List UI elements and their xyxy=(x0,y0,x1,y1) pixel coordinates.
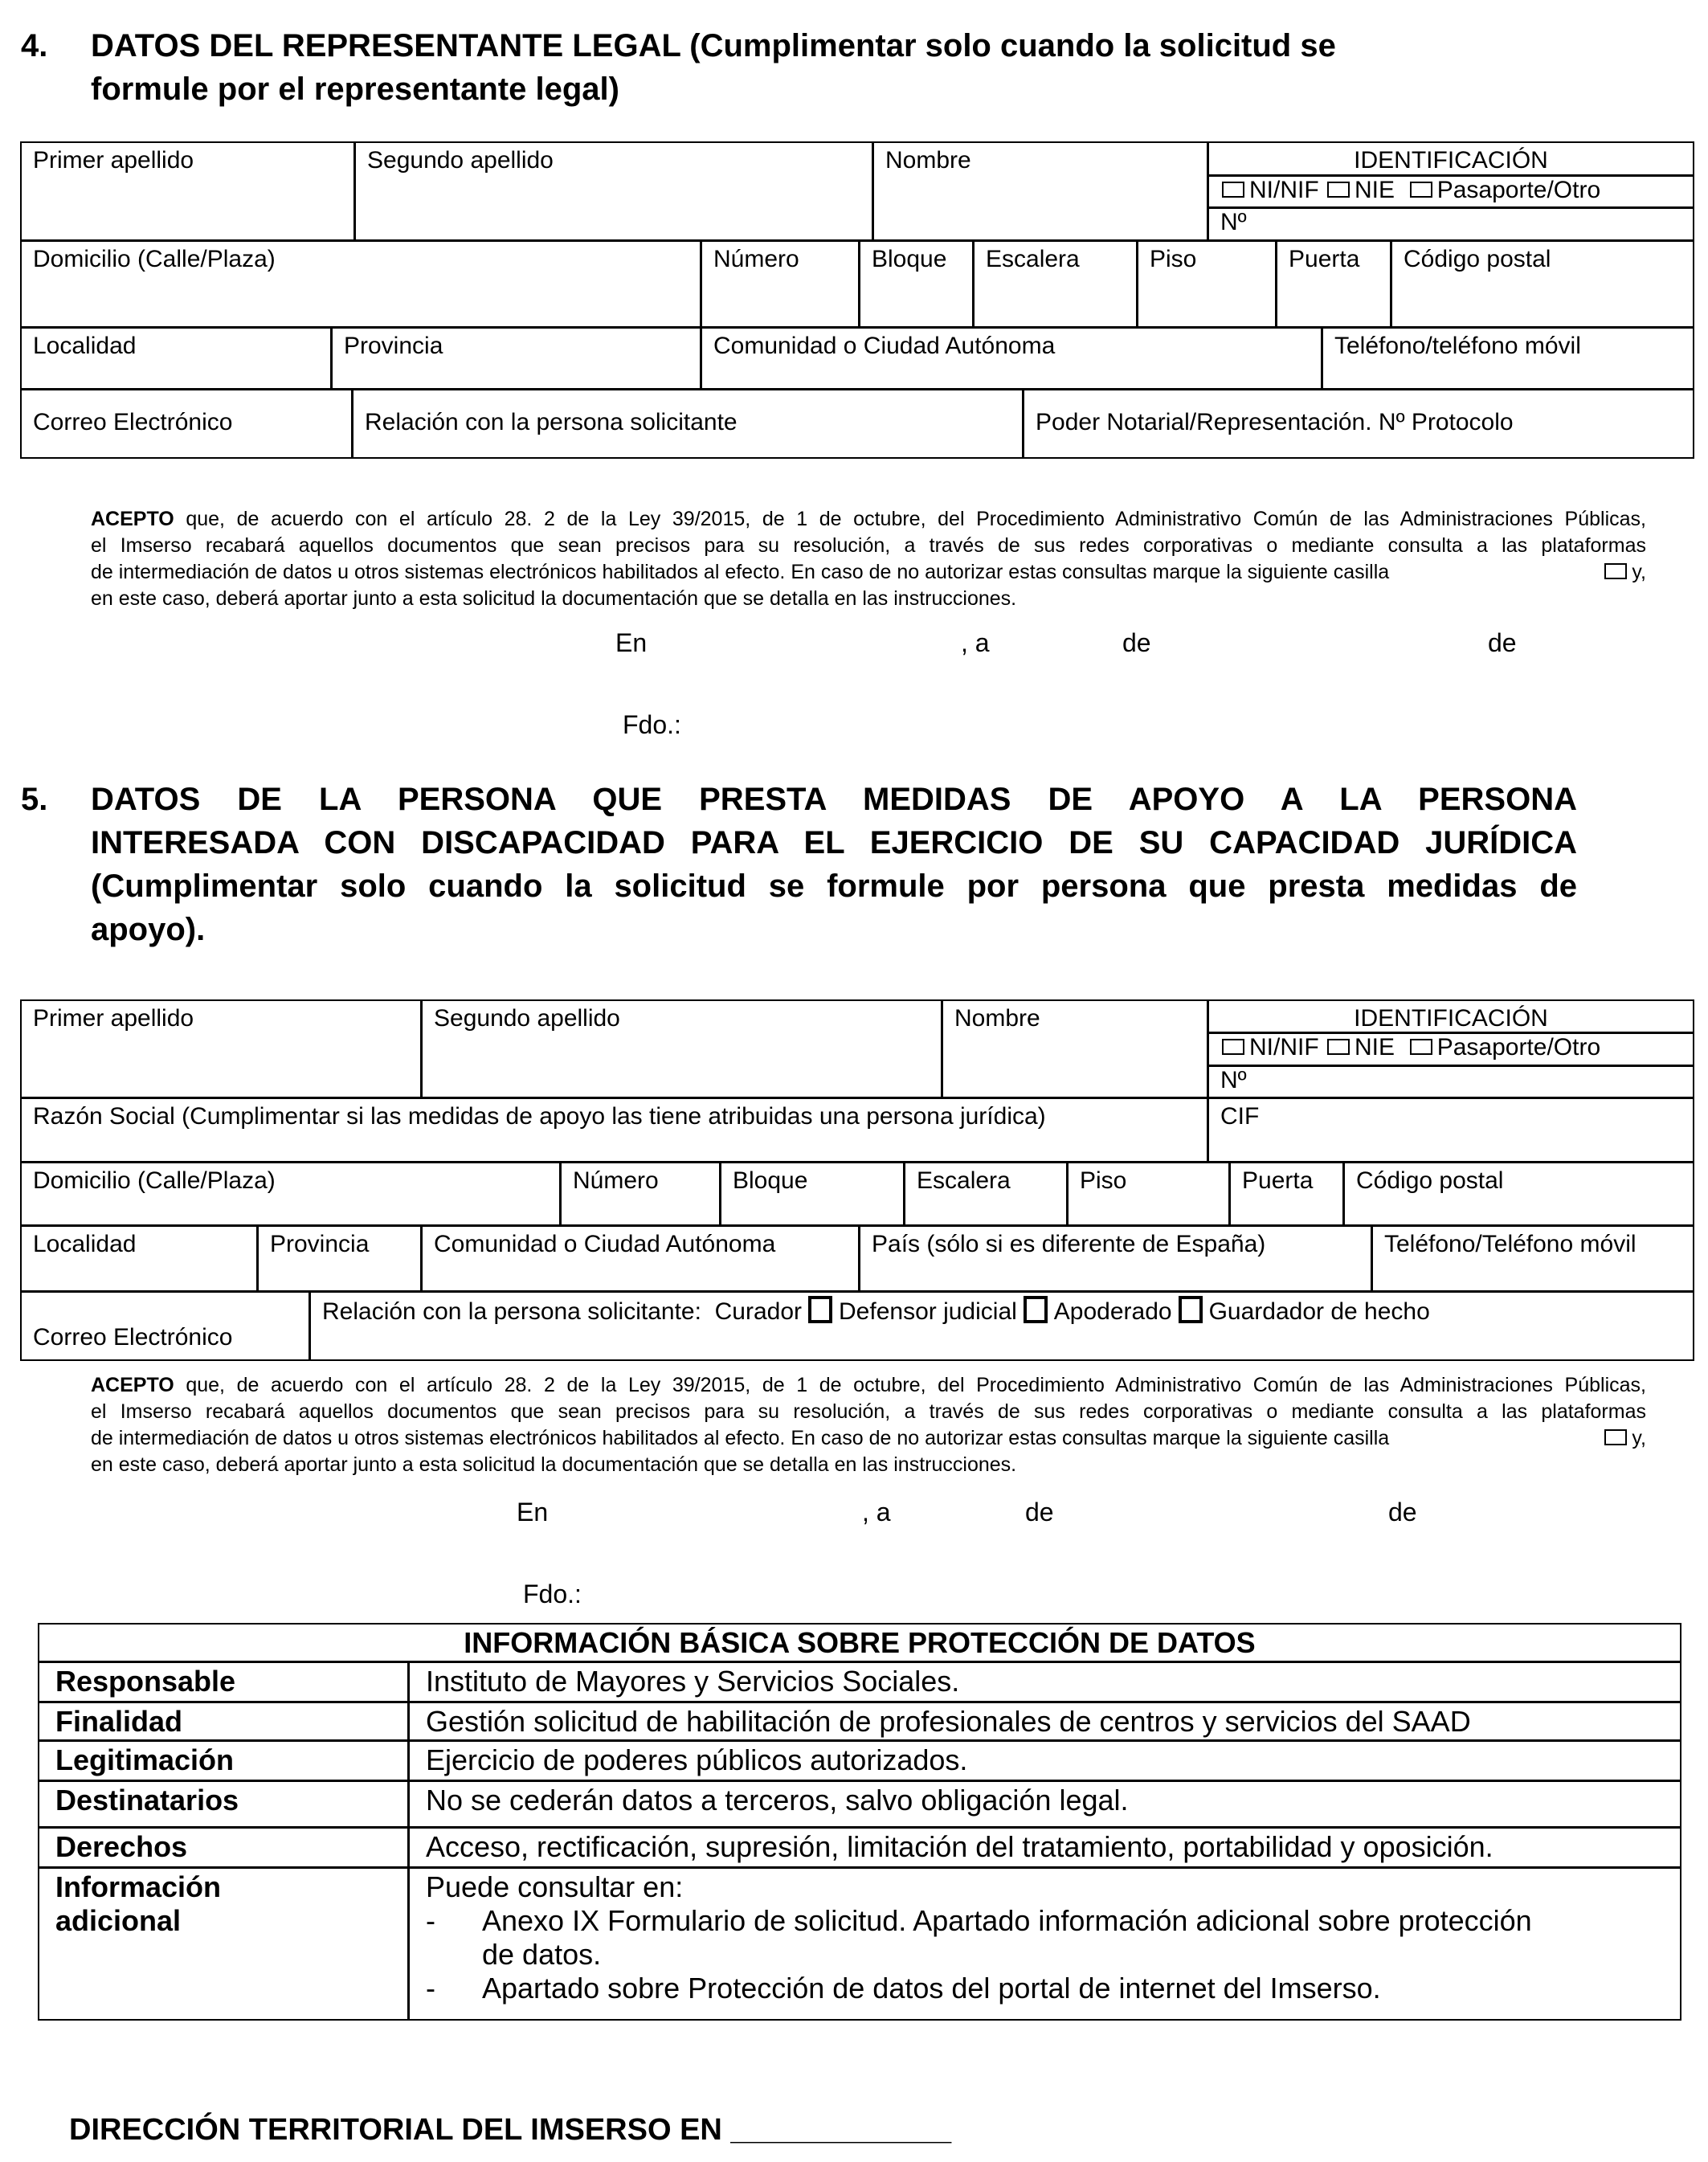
nie-checkbox[interactable] xyxy=(1327,1039,1350,1055)
dp-row-value-label: Ejercicio de poderes públicos autorizados. xyxy=(426,1743,968,1776)
nombre-field[interactable] xyxy=(942,999,1208,1098)
piso-field[interactable] xyxy=(1137,240,1277,328)
dp-row-value xyxy=(408,1661,1681,1702)
sig-en-label: En xyxy=(615,628,648,657)
identificacion-header[interactable] xyxy=(1207,999,1694,1033)
sig-de-label: de xyxy=(1388,1498,1417,1526)
numero-id-label: Nº xyxy=(1220,209,1247,235)
dp-row-value xyxy=(408,1827,1681,1868)
section-5-number: 5. xyxy=(21,782,48,817)
bloque-field[interactable] xyxy=(859,240,974,328)
dp-row-label: Destinatarios xyxy=(55,1784,239,1817)
domicilio-label: Domicilio (Calle/Plaza) xyxy=(33,1167,276,1194)
localidad-label: Localidad xyxy=(33,1231,137,1257)
numero-label: Número xyxy=(573,1167,659,1194)
dp-row-label xyxy=(38,1661,409,1702)
dp-row-value-label: Acceso, rectificación, supresión, limitación del tratamiento, portabilidad y oposición. xyxy=(426,1830,1493,1863)
consent-line: en este caso, deberá aportar junto a esta solicitud la documentación que se detalla en las instrucciones. xyxy=(91,1453,1017,1476)
defensor-checkbox[interactable] xyxy=(1024,1296,1048,1323)
dash: - xyxy=(426,1972,435,2005)
sig-a-label: , a xyxy=(862,1498,891,1526)
identificacion-label: IDENTIFICACIÓN xyxy=(1354,147,1548,174)
dp-row-label xyxy=(38,1827,409,1868)
escalera-label: Escalera xyxy=(986,246,1080,272)
consent-bold: ACEPTO xyxy=(91,1374,174,1396)
telefono-field[interactable] xyxy=(1322,327,1694,390)
segundo-apellido-field[interactable] xyxy=(354,141,873,241)
dp-row-label xyxy=(38,1780,409,1828)
comunidad-label: Comunidad o Ciudad Autónoma xyxy=(434,1231,776,1257)
correo-field[interactable] xyxy=(20,389,353,459)
sig-de-label: de xyxy=(1025,1498,1054,1526)
segundo-apellido-field[interactable] xyxy=(421,999,942,1098)
id-number-field[interactable] xyxy=(1207,207,1694,241)
primer-apellido-field[interactable] xyxy=(20,999,422,1098)
dp-row-value-label: Gestión solicitud de habilitación de profesionales de centros y servicios del SAAD xyxy=(426,1705,1471,1738)
sig-de-label: de xyxy=(1122,628,1151,657)
sig-en-label: En xyxy=(517,1498,549,1526)
section-5-title xyxy=(91,778,1577,951)
primer-apellido-field[interactable] xyxy=(20,141,355,241)
dp-extra-line: de datos. xyxy=(482,1938,602,1971)
pais-field[interactable] xyxy=(859,1225,1372,1292)
dp-extra-line[interactable]: Anexo IX Formulario de solicitud. Apartado información adicional sobre protección xyxy=(482,1904,1532,1937)
telefono-label: Teléfono/Teléfono móvil xyxy=(1384,1231,1636,1257)
escalera-label: Escalera xyxy=(917,1167,1011,1194)
pasaporte-checkbox[interactable] xyxy=(1410,182,1432,198)
numero-field[interactable] xyxy=(701,240,860,328)
dp-row-value xyxy=(408,1780,1681,1828)
nombre-field[interactable] xyxy=(872,141,1208,241)
domicilio-field[interactable] xyxy=(20,240,701,328)
section-5-title-line3: (Cumplimentar solo cuando la solicitud se formule por persona que presta medidas de xyxy=(91,868,1577,904)
puerta-field[interactable] xyxy=(1229,1162,1344,1226)
pais-label: País (sólo si es diferente de España) xyxy=(872,1231,1266,1257)
poder-field[interactable] xyxy=(1023,389,1694,459)
id-number-field[interactable] xyxy=(1207,1065,1694,1098)
sig-fdo-label: Fdo.: xyxy=(623,710,681,739)
consent-line: el Imserso recabará aquellos documentos que sean precisos para su resolución, a través de sus redes corporativas o mediante consulta a las plataformas xyxy=(91,1400,1646,1423)
telefono-label: Teléfono/teléfono móvil xyxy=(1334,333,1581,359)
consent-line: que, de acuerdo con el artículo 28. 2 de la Ley 39/2015, de 1 de octubre, del Procedimiento Administrativo Común de las Administraciones Públicas, xyxy=(174,508,1646,530)
puerta-label: Puerta xyxy=(1242,1167,1314,1194)
relacion-label: Relación con la persona solicitante xyxy=(365,409,738,435)
consent-bold: ACEPTO xyxy=(91,508,174,530)
section-5-title-line1: DATOS DE LA PERSONA QUE PRESTA MEDIDAS DE APOYO A LA PERSONA xyxy=(91,782,1577,817)
defensor-label: Defensor judicial xyxy=(839,1298,1017,1325)
comunidad-field[interactable] xyxy=(701,327,1322,390)
segundo-apellido-label: Segundo apellido xyxy=(367,147,554,174)
codigo-postal-field[interactable] xyxy=(1343,1162,1694,1226)
correo-label: Correo Electrónico xyxy=(33,409,233,435)
consent-paragraph-2 xyxy=(91,1372,1646,1478)
relacion-field[interactable] xyxy=(309,1291,1694,1361)
dp-extra-label: adicional xyxy=(55,1904,182,1937)
piso-label: Piso xyxy=(1150,246,1197,272)
piso-label: Piso xyxy=(1080,1167,1127,1194)
consent-line: en este caso, deberá aportar junto a esta solicitud la documentación que se detalla en las instrucciones. xyxy=(91,587,1017,610)
dp-row-label xyxy=(38,1702,409,1741)
correo-label: Correo Electrónico xyxy=(33,1324,233,1351)
provincia-field[interactable] xyxy=(257,1225,422,1292)
segundo-apellido-label: Segundo apellido xyxy=(434,1005,620,1032)
primer-apellido-label: Primer apellido xyxy=(33,1005,194,1032)
section-5-title-line2: INTERESADA CON DISCAPACIDAD PARA EL EJERCICIO DE SU CAPACIDAD JURÍDICA xyxy=(91,825,1577,860)
dp-extra-label: Información xyxy=(55,1870,222,1903)
escalera-field[interactable] xyxy=(904,1162,1068,1226)
nombre-label: Nombre xyxy=(954,1005,1040,1032)
apoderado-label: Apoderado xyxy=(1053,1298,1172,1325)
bloque-label: Bloque xyxy=(733,1167,808,1194)
puerta-label: Puerta xyxy=(1289,246,1360,272)
poder-label: Poder Notarial/Representación. Nº Protocolo xyxy=(1036,409,1514,435)
escalera-field[interactable] xyxy=(973,240,1138,328)
nie-label: NIE xyxy=(1355,1034,1395,1061)
consent-line: de intermediación de datos u otros sistemas electrónicos habilitados al efecto. En caso de no autorizar estas consultas marque la siguiente casilla xyxy=(91,1427,1390,1449)
pasaporte-label: Pasaporte/Otro xyxy=(1436,1034,1601,1061)
piso-field[interactable] xyxy=(1067,1162,1230,1226)
dp-title-row xyxy=(38,1623,1681,1662)
numero-id-label: Nº xyxy=(1220,1067,1247,1093)
localidad-field[interactable] xyxy=(20,1225,258,1292)
provincia-field[interactable] xyxy=(331,327,701,390)
id-type-options[interactable] xyxy=(1207,1032,1694,1066)
dp-extra-intro: Puede consultar en: xyxy=(426,1870,684,1903)
consent-line: que, de acuerdo con el artículo 28. 2 de la Ley 39/2015, de 1 de octubre, del Procedimiento Administrativo Común de las Administraciones Públicas, xyxy=(174,1374,1646,1396)
dp-row-label: Legitimación xyxy=(55,1743,235,1776)
comunidad-field[interactable] xyxy=(421,1225,860,1292)
dp-row-value xyxy=(408,1702,1681,1741)
dp-row-label: Derechos xyxy=(55,1830,188,1863)
curador-label: Curador xyxy=(714,1298,803,1325)
opt-out-checkbox[interactable] xyxy=(1604,563,1627,579)
dp-extra-item xyxy=(426,1972,1664,2005)
consent-line: el Imserso recabará aquellos documentos que sean precisos para su resolución, a través de sus redes corporativas o mediante consulta a las plataformas xyxy=(91,534,1646,557)
sig-fdo-label: Fdo.: xyxy=(523,1580,582,1608)
section-4-number: 4. xyxy=(21,28,48,63)
telefono-field[interactable] xyxy=(1371,1225,1694,1292)
ninif-checkbox[interactable] xyxy=(1222,182,1244,198)
cif-field[interactable] xyxy=(1207,1097,1694,1163)
nombre-label: Nombre xyxy=(885,147,971,174)
ninif-label: NI/NIF xyxy=(1249,1034,1319,1061)
domicilio-label: Domicilio (Calle/Plaza) xyxy=(33,246,276,272)
codigo-postal-label: Código postal xyxy=(1404,246,1551,272)
sig-de-label: de xyxy=(1488,628,1517,657)
consent-line: de intermediación de datos u otros sistemas electrónicos habilitados al efecto. En caso de no autorizar estas consultas marque la siguiente casilla xyxy=(91,561,1390,583)
territorial-direction-field[interactable]: DIRECCIÓN TERRITORIAL DEL IMSERSO EN _____________ xyxy=(69,2113,952,2147)
dp-row-label xyxy=(38,1740,409,1781)
identificacion-header[interactable] xyxy=(1207,141,1694,176)
dp-row-label: Finalidad xyxy=(55,1705,183,1738)
section-4-title xyxy=(91,24,1336,111)
dp-extra-value xyxy=(408,1867,1681,2021)
dp-row-value xyxy=(408,1740,1681,1781)
razon-social-field[interactable] xyxy=(20,1097,1208,1163)
nie-label: NIE xyxy=(1355,177,1395,203)
section-4-title-line1: DATOS DEL REPRESENTANTE LEGAL (Cumplimentar solo cuando la solicitud se xyxy=(91,28,1336,63)
provincia-label: Provincia xyxy=(270,1231,370,1257)
dp-row-label xyxy=(38,1867,409,2021)
curador-checkbox[interactable] xyxy=(808,1296,832,1323)
comunidad-label: Comunidad o Ciudad Autónoma xyxy=(713,333,1056,359)
section-5-title-line4: apoyo). xyxy=(91,912,206,947)
bloque-label: Bloque xyxy=(872,246,947,272)
consent-paragraph-1 xyxy=(91,506,1646,612)
domicilio-field[interactable] xyxy=(20,1162,561,1226)
localidad-label: Localidad xyxy=(33,333,137,359)
consent-line-end: y, xyxy=(1632,1427,1646,1449)
puerta-field[interactable] xyxy=(1276,240,1391,328)
pasaporte-checkbox[interactable] xyxy=(1410,1039,1432,1055)
nie-checkbox[interactable] xyxy=(1327,182,1350,198)
cif-label: CIF xyxy=(1220,1103,1260,1130)
dp-title-label: INFORMACIÓN BÁSICA SOBRE PROTECCIÓN DE DATOS xyxy=(464,1626,1256,1659)
primer-apellido-label: Primer apellido xyxy=(33,147,194,174)
bloque-field[interactable] xyxy=(720,1162,905,1226)
codigo-postal-field[interactable] xyxy=(1391,240,1694,328)
ninif-label: NI/NIF xyxy=(1249,177,1319,203)
dp-row-value-label: No se cederán datos a terceros, salvo obligación legal. xyxy=(426,1784,1129,1817)
sig-a-label: , a xyxy=(961,628,990,657)
relacion-field[interactable] xyxy=(352,389,1024,459)
codigo-postal-label: Código postal xyxy=(1356,1167,1504,1194)
id-type-options[interactable] xyxy=(1207,175,1694,208)
dash: - xyxy=(426,1904,435,1937)
localidad-field[interactable] xyxy=(20,327,332,390)
guardador-label: Guardador de hecho xyxy=(1208,1298,1430,1325)
ninif-checkbox[interactable] xyxy=(1222,1039,1244,1055)
apoderado-checkbox[interactable] xyxy=(1179,1296,1203,1323)
identificacion-label: IDENTIFICACIÓN xyxy=(1354,1005,1548,1032)
consent-line-end: y, xyxy=(1632,561,1646,583)
dp-extra-item xyxy=(426,1904,1664,1972)
numero-label: Número xyxy=(713,246,799,272)
razon-social-label: Razón Social (Cumplimentar si las medidas de apoyo las tiene atribuidas una persona jurídica) xyxy=(33,1103,1046,1130)
pasaporte-label: Pasaporte/Otro xyxy=(1436,177,1601,203)
dp-row-label: Responsable xyxy=(55,1665,236,1698)
provincia-label: Provincia xyxy=(344,333,443,359)
correo-field[interactable] xyxy=(20,1291,310,1361)
opt-out-checkbox[interactable] xyxy=(1604,1429,1627,1445)
relacion-label: Relación con la persona solicitante: xyxy=(322,1298,701,1325)
numero-field[interactable] xyxy=(560,1162,721,1226)
dp-extra-line[interactable]: Apartado sobre Protección de datos del portal de internet del Imserso. xyxy=(482,1972,1381,2005)
dp-row-value-label: Instituto de Mayores y Servicios Sociales. xyxy=(426,1665,960,1698)
section-4-title-line2: formule por el representante legal) xyxy=(91,72,619,107)
